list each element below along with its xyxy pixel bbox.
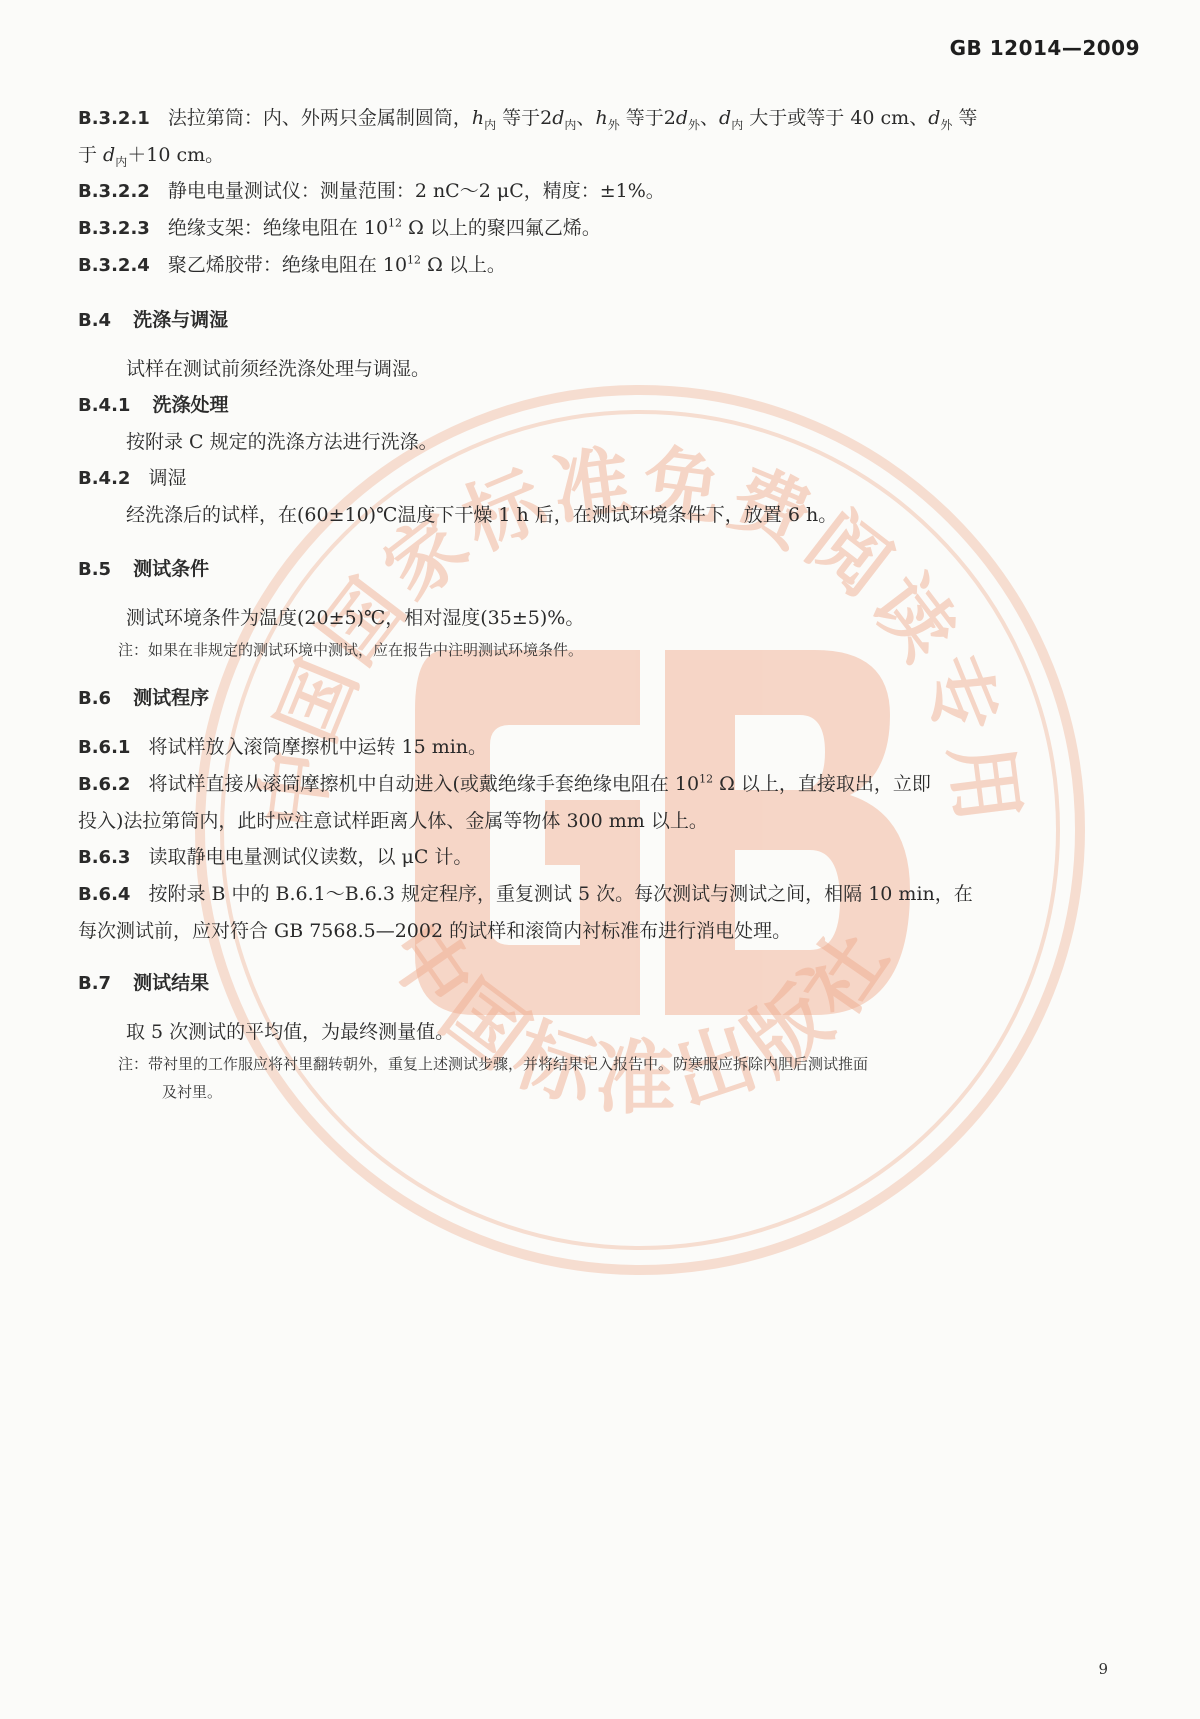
note-b7-cont: 及衬里。 [162,1083,223,1101]
paragraph-b41: 按附录 C 规定的洗涤方法进行洗涤。 [126,431,438,453]
section-heading-b4: B.4 洗涤与调湿 [78,309,229,331]
paragraph-b5: 测试环境条件为温度(20±5)℃，相对湿度(35±5)%。 [126,607,585,629]
clause-b62: B.6.2 将试样直接从滚筒摩擦机中自动进入(或戴绝缘手套绝缘电阻在 $10^{12}$ Ω 以上，直接取出，立即 [78,772,931,795]
section-heading-b41: B.4.1 洗涤处理 [78,394,229,416]
standard-code: GB 12014—2009 [949,36,1140,60]
clause-b64-cont: 每次测试前，应对符合 GB 7568.5—2002 的试样和滚筒内衬标准布进行消电处理。 [78,920,792,942]
paragraph-b42: 经洗涤后的试样，在(60±10)℃温度下干燥 1 h 后，在测试环境条件下，放置 6 h。 [126,504,838,526]
note-b7: 注：带衬里的工作服应将衬里翻转朝外，重复上述测试步骤，并将结果记入报告中。防寒服应拆除内胆后测试推面 [118,1055,869,1073]
page-number: 9 [1098,1660,1108,1678]
paragraph-b7: 取 5 次测试的平均值，为最终测量值。 [126,1021,455,1043]
clause-b3221: B.3.2.1 法拉第筒：内、外两只金属制圆筒，$h_内$ 等于$2d_内$、$h_外$ 等于$2d_外$、$d_内$ 大于或等于 40 cm、$d_外$ 等 [78,107,978,132]
paragraph-b4: 试样在测试前须经洗涤处理与调湿。 [126,358,431,380]
clause-b3222: B.3.2.2 静电电量测试仪：测量范围：2 nC～2 μC，精度：±1%。 [78,180,665,202]
clause-b3224: B.3.2.4 聚乙烯胶带：绝缘电阻在 $10^{12}$ Ω 以上。 [78,253,506,276]
section-heading-b5: B.5 测试条件 [78,558,210,580]
section-heading-b7: B.7 测试结果 [78,972,210,994]
clause-b3223: B.3.2.3 绝缘支架：绝缘电阻在 $10^{12}$ Ω 以上的聚四氟乙烯。 [78,216,601,239]
watermark-bottom-text: 中国标准出版社 [368,906,912,1125]
clause-b61: B.6.1 将试样放入滚筒摩擦机中运转 15 min。 [78,736,488,758]
document-body [78,100,1138,1106]
section-heading-b42: B.4.2 调湿 [78,467,187,489]
clause-b3221-cont: 于 $d_内+10$ cm。 [78,144,225,169]
clause-b64: B.6.4 按附录 B 中的 B.6.1～B.6.3 规定程序，重复测试 5 次。每次测试与测试之间，相隔 10 min，在 [78,883,973,905]
section-heading-b6: B.6 测试程序 [78,687,210,709]
note-b5: 注：如果在非规定的测试环境中测试，应在报告中注明测试环境条件。 [118,641,584,659]
clause-b63: B.6.3 读取静电电量测试仪读数，以 μC 计。 [78,846,473,868]
watermark-top-text: 中国国家标准免费阅读专用 [246,436,1034,834]
clause-b62-cont: 投入)法拉第筒内，此时应注意试样距离人体、金属等物体 300 mm 以上。 [78,810,708,832]
